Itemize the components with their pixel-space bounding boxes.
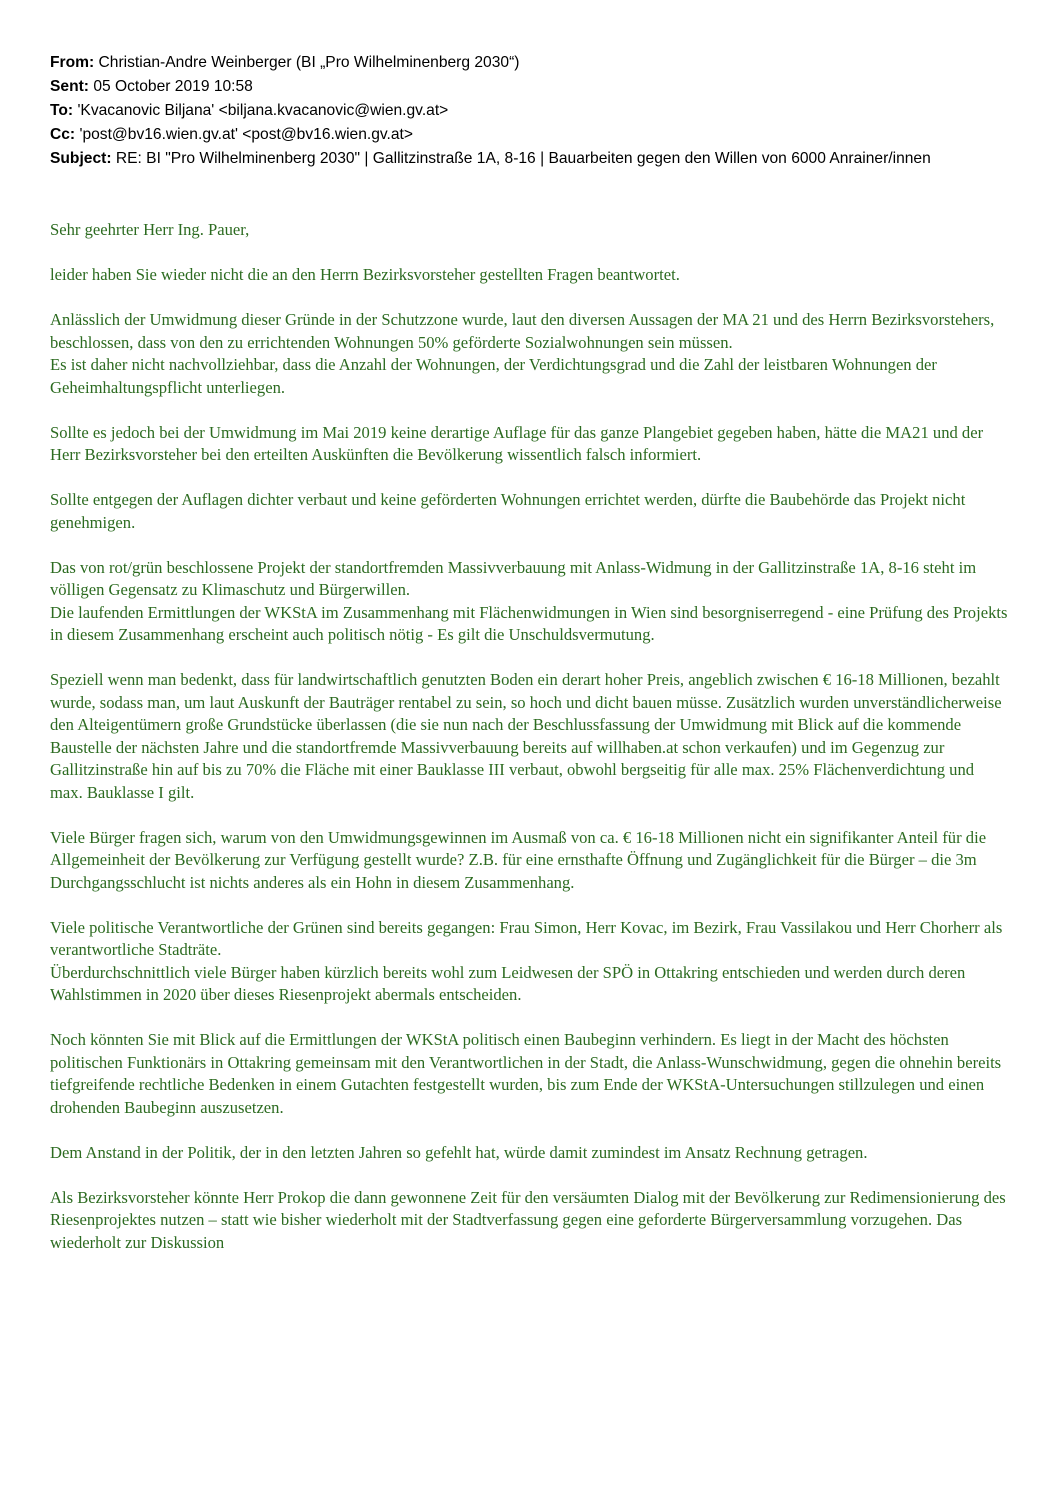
salutation: Sehr geehrter Herr Ing. Pauer, bbox=[50, 220, 250, 239]
subject-label: Subject: bbox=[50, 150, 112, 167]
sent-label: Sent: bbox=[50, 78, 89, 95]
cc-label: Cc: bbox=[50, 126, 76, 143]
body-paragraph: Als Bezirksvorsteher könnte Herr Prokop die dann gewonnene Zeit für den versäumten Dialog mit der Bevölkerung zur Redimensionierung des Riesenprojektes nutzen – statt wie bisher wiederholt mit der Stadtverfassung gegen eine geforderte Bürgerversammlung vorzugehen. Das wiederholt zur Diskussion bbox=[50, 1187, 1006, 1252]
sent-line bbox=[50, 75, 1010, 99]
email-body bbox=[50, 219, 1010, 1277]
sent-value: 05 October 2019 10:58 bbox=[93, 78, 253, 95]
body-paragraph: leider haben Sie wieder nicht die an den Herrn Bezirksvorsteher gestellten Fragen beantwortet. bbox=[50, 265, 680, 284]
cc-line bbox=[50, 123, 1010, 147]
from-value: Christian-Andre Weinberger (BI „Pro Wilhelminenberg 2030“) bbox=[98, 54, 520, 71]
body-paragraph: Anlässlich der Umwidmung dieser Gründe in der Schutzzone wurde, laut den diversen Aussagen der MA 21 und des Herrn Bezirksvorstehers, beschlossen, dass von den zu errichtenden Wohnungen 50% geförderte Sozialwohnungen sein müssen. Es ist daher nicht nachvollziehbar, dass die Anzahl der Wohnungen, der Verdichtungsgrad und die Zahl der leistbaren Wohnungen der Geheimhaltungspflicht unterliegen. bbox=[50, 310, 995, 397]
body-paragraph: Speziell wenn man bedenkt, dass für landwirtschaftlich genutzten Boden ein derart hoher Preis, angeblich zwischen € 16-18 Millionen, bezahlt wurde, sodass man, um laut Auskunft der Bauträger rentabel zu sein, so hoch und dicht bauen müsse. Zusätzlich wurden unverständlicherweise den Alteigentümern große Grundstücke überlassen (die sie nun nach der Beschlussfassung der Umwidmung mit Blick auf die kommende Baustelle der nächsten Jahre und die standortfremde Massivverbauung bereits auf willhaben.at schon verkaufen) und im Gegenzug zur Gallitzinstraße hin auf bis zu 70% die Fläche mit einer Bauklasse III verbaut, obwohl bergseitig für alle max. 25% Flächenverdichtung und max. Bauklasse I gilt. bbox=[50, 670, 1002, 802]
subject-line bbox=[50, 147, 1010, 171]
cc-value: 'post@bv16.wien.gv.at' <post@bv16.wien.gv.at> bbox=[79, 126, 413, 143]
body-paragraph: Das von rot/grün beschlossene Projekt der standortfremden Massivverbauung mit Anlass-Widmung in der Gallitzinstraße 1A, 8-16 steht im völligen Gegensatz zu Klimaschutz und Bürgerwillen. Die laufenden Ermittlungen der WKStA im Zusammenhang mit Flächenwidmungen in Wien sind besorgniserregend - eine Prüfung des Projekts in diesem Zusammenhang erscheint auch politisch nötig - Es gilt die Unschuldsvermutung. bbox=[50, 557, 1008, 644]
body-paragraph: Viele Bürger fragen sich, warum von den Umwidmungsgewinnen im Ausmaß von ca. € 16-18 Millionen nicht ein signifikanter Anteil für die Allgemeinheit der Bevölkerung zur Verfügung gestellt wurde? Z.B. für eine ernsthafte Öffnung und Zugänglichkeit für die Bürger – die 3m Durchgangsschlucht ist nichts anderes als ein Hohn in diesem Zusammenhang. bbox=[50, 827, 987, 892]
subject-value: RE: BI "Pro Wilhelminenberg 2030" | Gallitzinstraße 1A, 8-16 | Bauarbeiten gegen den Willen von 6000 Anrainer/innen bbox=[115, 150, 931, 167]
to-label: To: bbox=[50, 102, 74, 119]
body-paragraph: Noch könnten Sie mit Blick auf die Ermittlungen der WKStA politisch einen Baubeginn verhindern. Es liegt in der Macht des höchsten politischen Funktionärs in Ottakring gemeinsam mit den Verantwortlichen in der Stadt, die Anlass-Wunschwidmung, gegen die ohnehin bereits tiefgreifende rechtliche Bedenken in einem Gutachten festgestellt wurden, bis zum Ende der WKStA-Untersuchungen stillzulegen und einen drohenden Baubeginn auszusetzen. bbox=[50, 1030, 1002, 1117]
email-header bbox=[50, 51, 1010, 171]
to-value: 'Kvacanovic Biljana' <biljana.kvacanovic@wien.gv.at> bbox=[77, 102, 449, 119]
body-paragraph: Sollte entgegen der Auflagen dichter verbaut und keine geförderten Wohnungen errichtet werden, dürfte die Baubehörde das Projekt nicht genehmigen. bbox=[50, 490, 966, 532]
to-line bbox=[50, 99, 1010, 123]
body-paragraph: Viele politische Verantwortliche der Grünen sind bereits gegangen: Frau Simon, Herr Kovac, im Bezirk, Frau Vassilakou und Herr Chorherr als verantwortliche Stadträte. Überdurchschnittlich viele Bürger haben kürzlich bereits wohl zum Leidwesen der SPÖ in Ottakring entschieden und werden durch deren Wahlstimmen in 2020 über dieses Riesenprojekt abermals entscheiden. bbox=[50, 917, 1003, 1004]
from-label: From: bbox=[50, 54, 95, 71]
from-line bbox=[50, 51, 1010, 75]
body-paragraph: Sollte es jedoch bei der Umwidmung im Mai 2019 keine derartige Auflage für das ganze Plangebiet gegeben haben, hätte die MA21 und der Herr Bezirksvorsteher bei den erteilten Auskünften die Bevölkerung wissentlich falsch informiert. bbox=[50, 422, 984, 464]
body-paragraph: Dem Anstand in der Politik, der in den letzten Jahren so gefehlt hat, würde damit zumindest im Ansatz Rechnung getragen. bbox=[50, 1142, 868, 1162]
